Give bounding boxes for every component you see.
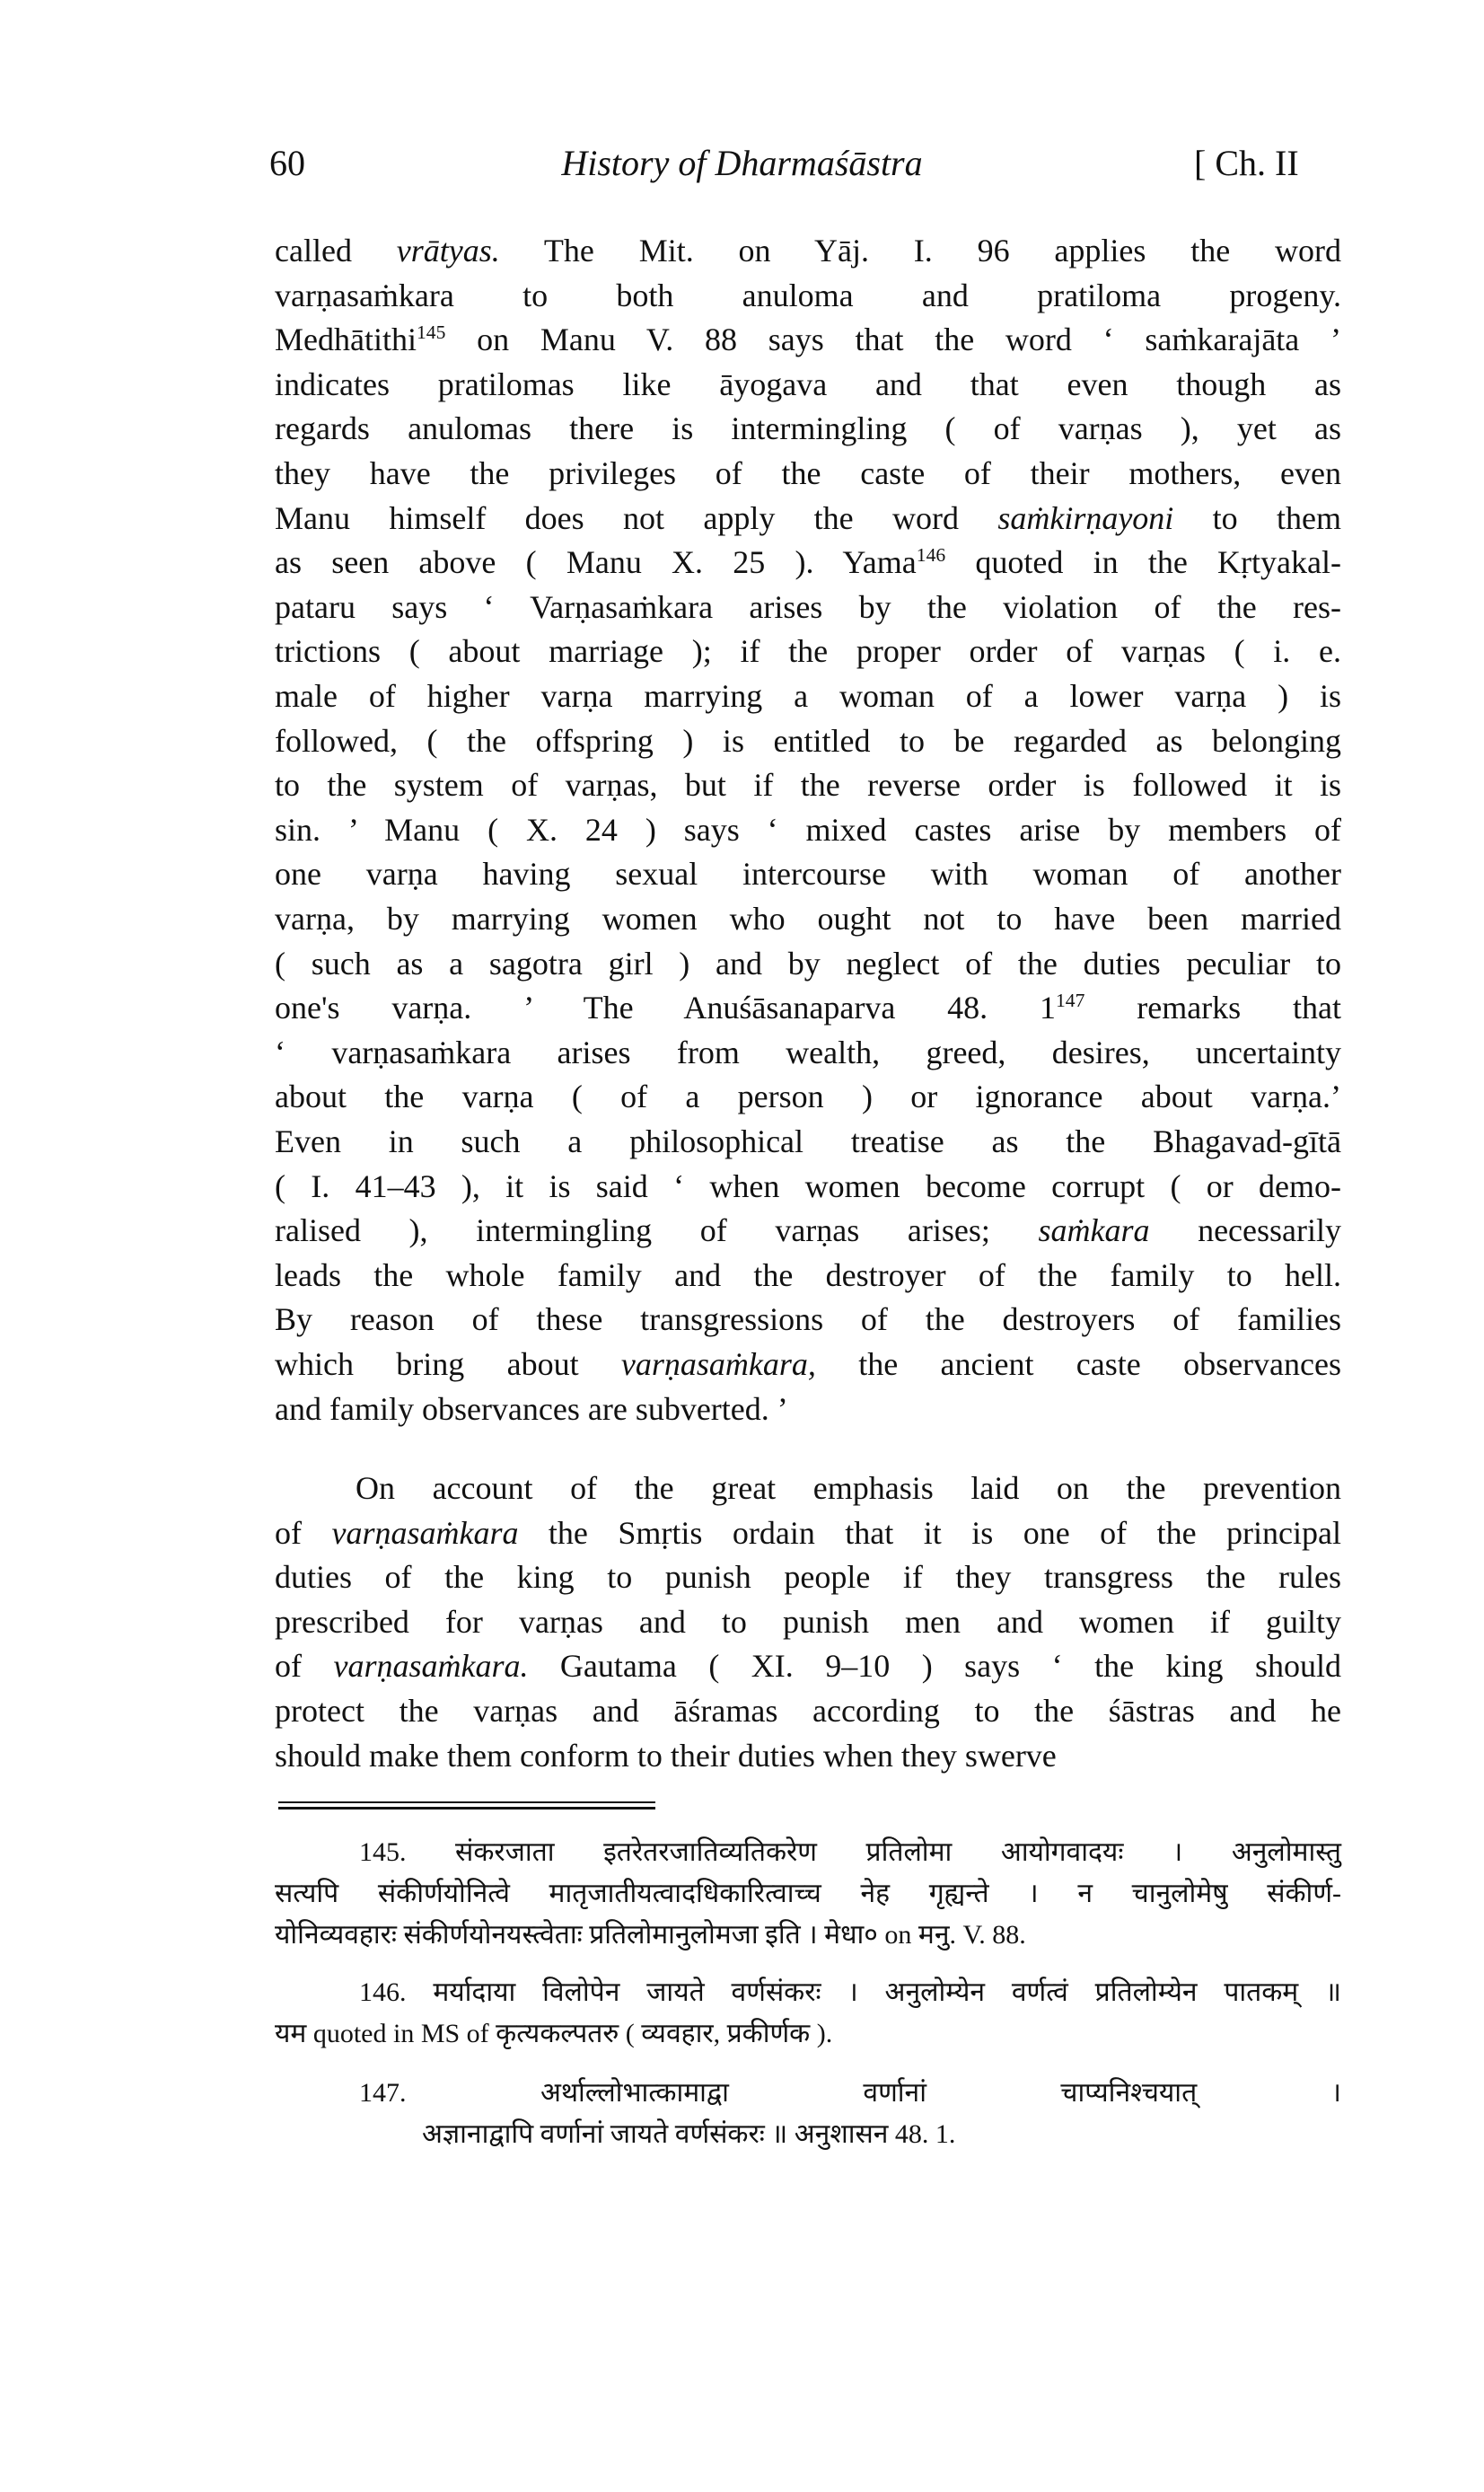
text-segment: one's varṇa. ’ The Anuśāsanaparva 48. 1: [275, 990, 1056, 1026]
text-line: [275, 990, 1341, 1026]
italic-term: varṇasaṁkara.: [333, 1648, 529, 1685]
text-segment: necessarily: [1149, 1212, 1341, 1249]
text-segment: varṇa, by marrying women who ought not to have been married: [275, 901, 1341, 937]
text-line: [275, 1301, 1341, 1337]
text-segment: ralised ), intermingling of varṇas arises;: [275, 1212, 1039, 1249]
text-segment: prescribed for varṇas and to punish men and women if guilty: [275, 1603, 1341, 1640]
text-segment: Even in such a philosophical treatise as the Bhagavad-gītā: [275, 1123, 1341, 1159]
footnote-rule-2: [278, 1807, 655, 1810]
text-segment: pataru says ‘ Varṇasaṁkara arises by the violation of the res-: [275, 588, 1341, 625]
text-segment: which bring about: [275, 1346, 621, 1382]
text-line: [275, 1079, 1341, 1114]
text-segment: Gautama ( XI. 9–10 ) says ‘ the king should: [528, 1648, 1341, 1685]
text-segment: about the varṇa ( of a person ) or ignorance about varṇa.’: [275, 1079, 1341, 1115]
text-segment: remarks that: [1084, 990, 1341, 1026]
text-line: [275, 1212, 1341, 1248]
text-line: [275, 277, 1341, 313]
text-segment: to the system of varṇas, but if the reverse order is followed it is: [275, 767, 1341, 804]
footnote-ref: 145: [416, 321, 446, 344]
text-line: [275, 901, 1341, 937]
italic-term: varṇasaṁkara,: [620, 1346, 816, 1382]
chapter-label: [ Ch. II: [1194, 143, 1299, 183]
text-line: [275, 723, 1341, 759]
text-line: [275, 678, 1341, 714]
text-segment: male of higher varṇa marrying a woman of a lower varṇa ) is: [275, 678, 1341, 714]
text-line: [275, 1515, 1341, 1551]
text-line: [275, 233, 1341, 269]
text-line: [275, 589, 1341, 625]
footnote-ref: 146: [916, 544, 946, 567]
text-segment: the ancient caste observances: [815, 1346, 1341, 1382]
footnote-rule: [278, 1801, 655, 1803]
footnote-145-line: योनिव्यवहारः संकीर्णयोनयस्त्वेताः प्रतिलोमानुलोमजा इति । मेधा० on मनु. V. 88.: [275, 1920, 1026, 1950]
text-line: [275, 1257, 1341, 1293]
text-line: [275, 366, 1341, 402]
footnote-ref: 147: [1056, 990, 1085, 1012]
text-segment: followed, ( the offspring ) is entitled to be regarded as belonging: [275, 722, 1341, 759]
text-line: [275, 1559, 1341, 1595]
italic-term: varṇasaṁkara: [331, 1514, 519, 1551]
text-segment: of: [275, 1514, 332, 1551]
text-segment: indicates pratilomas like āyogava and that even though as: [275, 365, 1341, 402]
text-segment: of: [275, 1648, 334, 1685]
text-segment: sin. ’ Manu ( X. 24 ) says ‘ mixed castes arise by members of: [275, 811, 1341, 848]
text-segment: protect the varṇas and āśramas according to the śāstras and he: [275, 1693, 1341, 1729]
text-segment: duties of the king to punish people if they transgress the rules: [275, 1559, 1341, 1596]
text-segment: quoted in the Kṛtyakal-: [945, 544, 1341, 581]
text-segment: leads the whole family and the destroyer of the family to hell.: [275, 1256, 1341, 1293]
text-line: [275, 1391, 1341, 1427]
text-line: [275, 1693, 1341, 1729]
text-line: [356, 1470, 1341, 1506]
text-line: [275, 455, 1341, 491]
text-segment: ‘ varṇasaṁkara arises from wealth, greed, desires, uncertainty: [275, 1034, 1341, 1070]
running-title: History of Dharmaśāstra: [561, 143, 923, 183]
footnote-147-line: अज्ञानाद्वापि वर्णानां जायते वर्णसंकरः ॥ अनुशासन 48. 1.: [422, 2119, 956, 2149]
text-segment: The Mit. on Yāj. I. 96 applies the word: [499, 233, 1341, 269]
text-line: [275, 321, 1341, 357]
text-segment: Medhātithi: [275, 321, 417, 358]
text-line: [275, 1648, 1341, 1684]
text-segment: and family observances are subverted. ’: [275, 1390, 788, 1427]
text-line: [275, 1168, 1341, 1204]
text-line: [275, 1035, 1341, 1070]
footnote-147-line: 147. अर्थाल्लोभात्कामाद्वा वर्णानां चाप्यनिश्चयात् ।: [359, 2078, 1341, 2108]
text-segment: they have the privileges of the caste of their mothers, even: [275, 455, 1341, 491]
text-segment: varṇasaṁkara to both anuloma and pratiloma progeny.: [275, 277, 1341, 313]
text-segment: Manu himself does not apply the word: [275, 499, 998, 536]
text-segment: one varṇa having sexual intercourse with woman of another: [275, 856, 1341, 893]
page-number: 60: [269, 143, 305, 183]
text-segment: ( such as a sagotra girl ) and by neglect of the duties peculiar to: [275, 945, 1341, 982]
text-line: [275, 1604, 1341, 1640]
text-segment: to them: [1173, 499, 1341, 536]
text-line: [275, 544, 1341, 580]
text-segment: the Smṛtis ordain that it is one of the principal: [518, 1514, 1341, 1551]
text-line: [275, 1346, 1341, 1382]
italic-term: saṁkara: [1038, 1212, 1150, 1249]
text-line: [275, 856, 1341, 892]
text-segment: regards anulomas there is intermingling ( of varṇas ), yet as: [275, 410, 1341, 447]
text-line: [275, 812, 1341, 848]
text-segment: trictions ( about marriage ); if the proper order of varṇas ( i. e.: [275, 633, 1341, 670]
text-segment: By reason of these transgressions of the destroyers of families: [275, 1301, 1341, 1338]
footnote-146-line: 146. मर्यादाया विलोपेन जायते वर्णसंकरः । अनुलोम्येन वर्णत्वं प्रतिलोम्येन पातकम् ॥: [359, 1977, 1341, 2007]
footnote-145-line: 145. संकरजाता इतरेतरजातिव्यतिकरेण प्रतिलोमा आयोगवादयः । अनुलोमास्तु: [359, 1837, 1341, 1867]
text-line: [275, 767, 1341, 803]
text-segment: On account of the great emphasis laid on the prevention: [356, 1470, 1341, 1506]
text-segment: as seen above ( Manu X. 25 ). Yama: [275, 544, 917, 581]
text-segment: called: [275, 233, 397, 269]
text-line: [275, 1123, 1341, 1159]
text-line: [275, 633, 1341, 669]
italic-term: vrātyas.: [396, 233, 500, 269]
text-line: [275, 1738, 1341, 1774]
text-segment: ( I. 41–43 ), it is said ‘ when women become corrupt ( or demo-: [275, 1167, 1341, 1204]
text-segment: should make them conform to their duties when they swerve: [275, 1737, 1057, 1774]
text-line: [275, 946, 1341, 982]
footnote-146-line: यम quoted in MS of कृत्यकल्पतरु ( व्यवहार, प्रकीर्णक ).: [275, 2019, 833, 2048]
text-segment: on Manu V. 88 says that the word ‘ saṁkarajāta ’: [445, 321, 1341, 358]
text-line: [275, 500, 1341, 536]
italic-term: saṁkirṇayoni: [997, 499, 1174, 536]
footnote-145-line: सत्यपि संकीर्णयोनित्वे मातृजातीयत्वादधिकारित्वाच्च नेह गृह्यन्ते । न चानुलोमेषु संकीर्ण-: [275, 1879, 1341, 1908]
text-line: [275, 410, 1341, 446]
